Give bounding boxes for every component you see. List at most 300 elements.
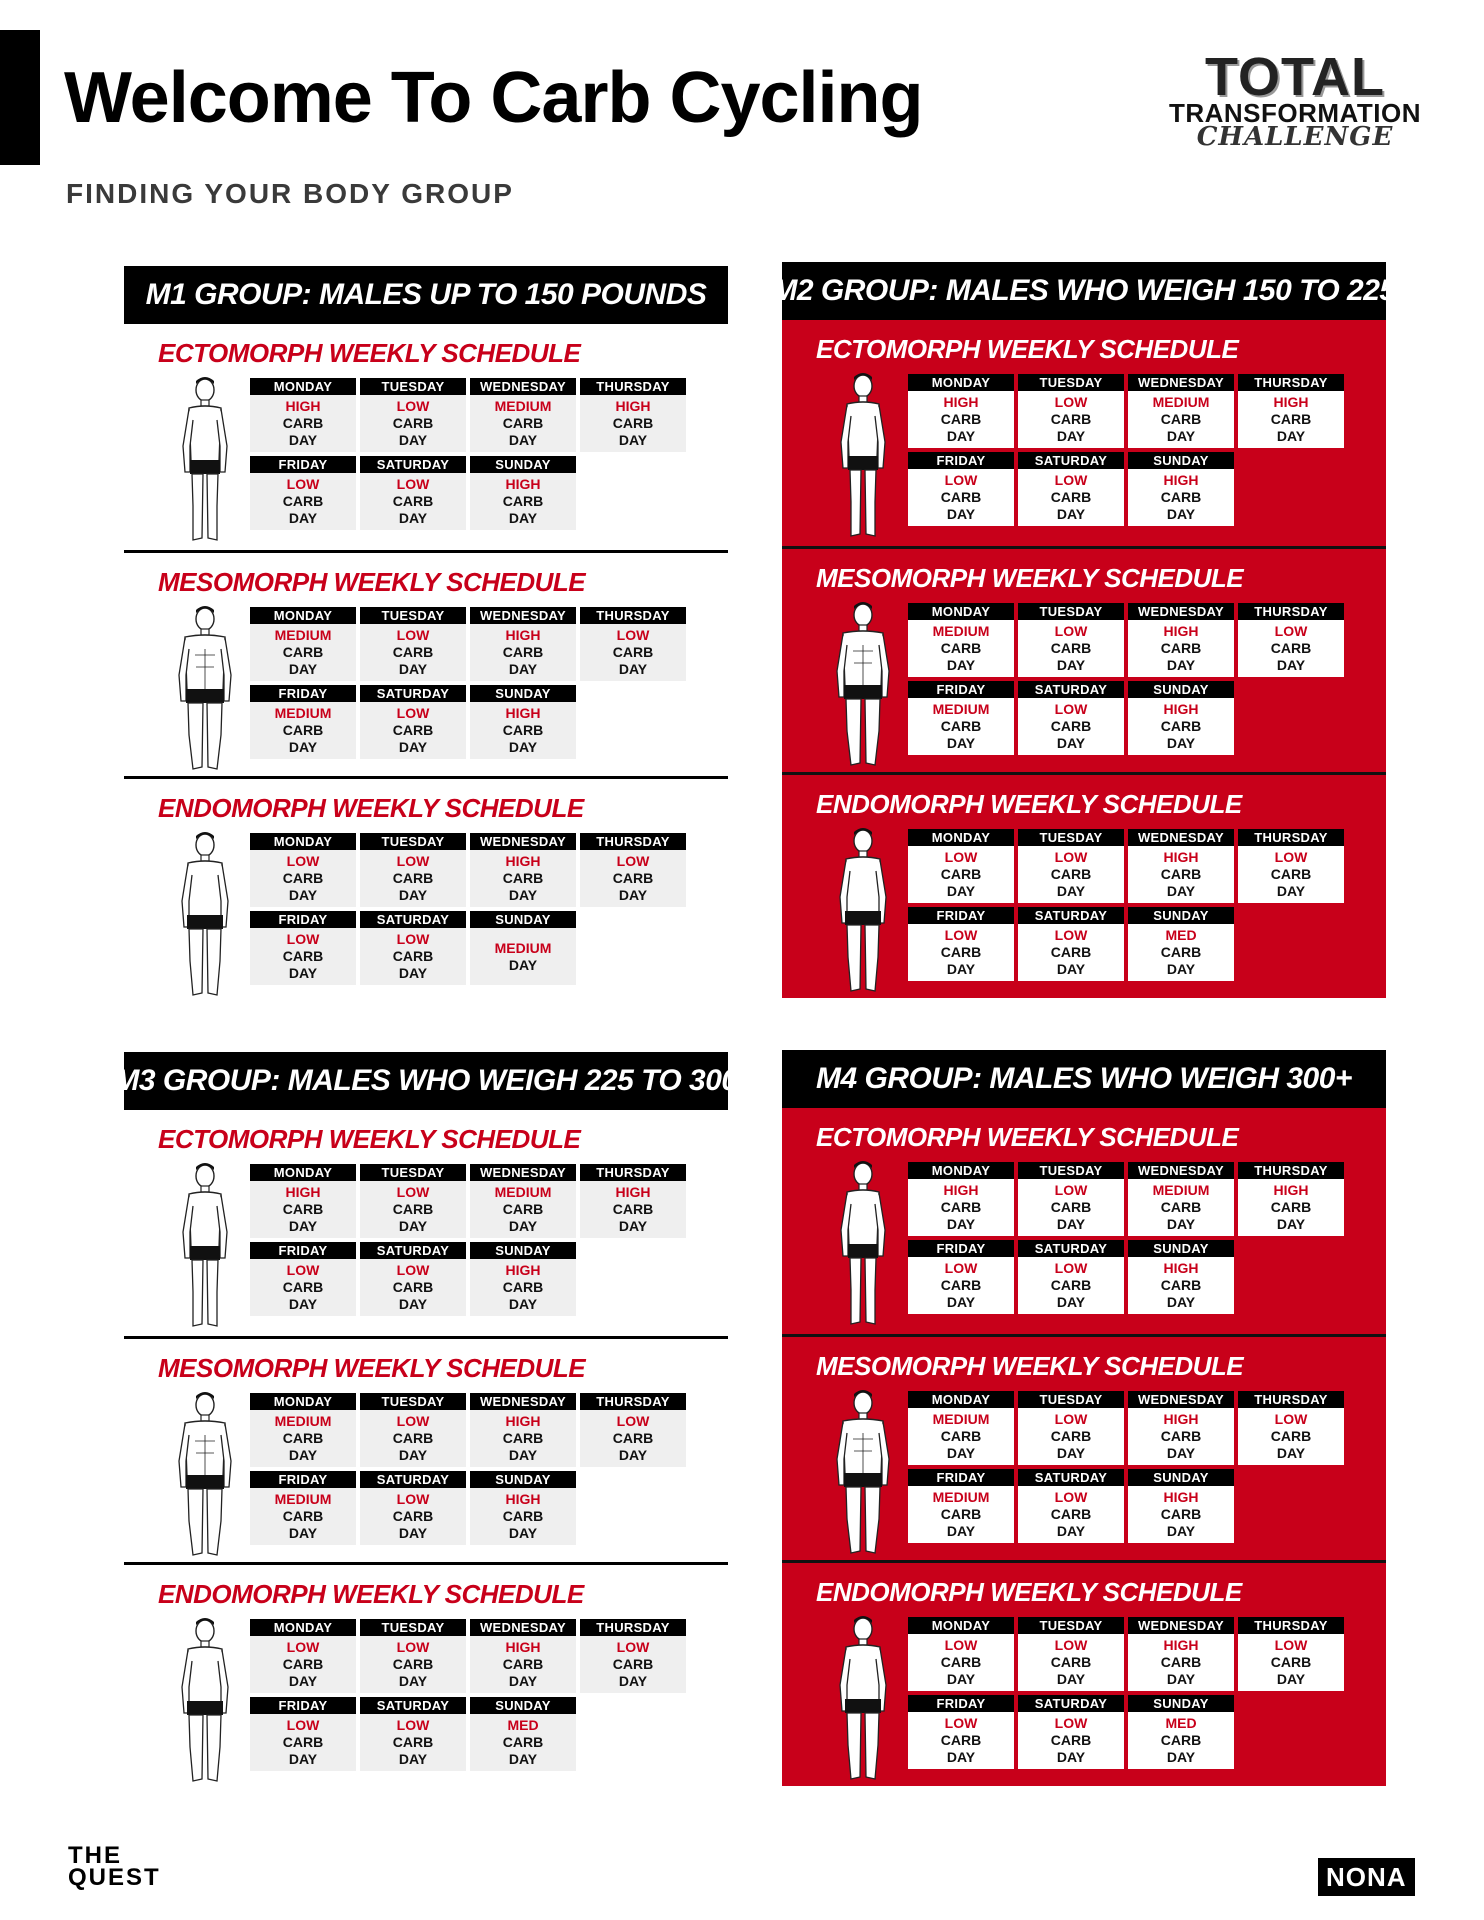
day-word: DAY <box>288 739 318 755</box>
day-body <box>1238 1408 1344 1465</box>
day-name: MONDAY <box>908 1391 1014 1408</box>
carb-word: CARB <box>1160 640 1202 656</box>
day-card-sunday <box>1128 1240 1234 1314</box>
day-body <box>908 698 1014 755</box>
carb-level: LOW <box>396 1184 430 1200</box>
day-body <box>1238 1634 1344 1691</box>
day-card-thursday <box>1238 829 1344 903</box>
schedule-title: ENDOMORPH WEEKLY SCHEDULE <box>816 789 1242 819</box>
day-card-friday <box>250 1242 356 1316</box>
carb-word: CARB <box>502 722 544 738</box>
day-body <box>1238 391 1344 448</box>
carb-word: CARB <box>1160 1199 1202 1215</box>
day-name: FRIDAY <box>908 1469 1014 1486</box>
day-body <box>908 1257 1014 1314</box>
schedule-title: ENDOMORPH WEEKLY SCHEDULE <box>158 793 584 823</box>
day-name: WEDNESDAY <box>1128 1617 1234 1634</box>
carb-word: CARB <box>1160 718 1202 734</box>
day-word: DAY <box>398 1218 428 1234</box>
carb-level: MEDIUM <box>932 1411 990 1427</box>
day-card-sunday <box>470 685 576 759</box>
page-subtitle: FINDING YOUR BODY GROUP <box>66 178 514 209</box>
day-body <box>360 473 466 530</box>
day-word: DAY <box>398 1673 428 1689</box>
day-name: WEDNESDAY <box>1128 603 1234 620</box>
day-name: SUNDAY <box>1128 1469 1234 1486</box>
day-name: SATURDAY <box>1018 1469 1124 1486</box>
day-card-tuesday <box>360 833 466 907</box>
day-word: DAY <box>1166 506 1196 522</box>
day-word: DAY <box>946 1749 976 1765</box>
day-card-saturday <box>360 456 466 530</box>
day-name: MONDAY <box>250 1164 356 1181</box>
day-card-tuesday <box>1018 829 1124 903</box>
carb-level: MEDIUM <box>1152 394 1210 410</box>
carb-level: HIGH <box>1163 1489 1199 1505</box>
day-body <box>250 1259 356 1316</box>
day-word: DAY <box>618 1673 648 1689</box>
day-card-saturday <box>1018 452 1124 526</box>
day-body <box>470 1410 576 1467</box>
carb-word: CARB <box>940 1654 982 1670</box>
carb-level: LOW <box>1054 1637 1088 1653</box>
day-word: DAY <box>398 965 428 981</box>
carb-word: CARB <box>392 1508 434 1524</box>
week-grid <box>908 1617 1344 1769</box>
carb-word: CARB <box>1160 1428 1202 1444</box>
day-card-friday <box>908 1240 1014 1314</box>
carb-word: CARB <box>392 1201 434 1217</box>
carb-word: CARB <box>1270 1428 1312 1444</box>
carb-word: CARB <box>502 1734 544 1750</box>
day-body <box>250 1410 356 1467</box>
day-word: DAY <box>946 1523 976 1539</box>
day-word: DAY <box>288 1751 318 1767</box>
carb-level: MED <box>1165 1715 1197 1731</box>
day-name: SATURDAY <box>360 1242 466 1259</box>
day-body <box>470 1259 576 1316</box>
day-body <box>360 1259 466 1316</box>
day-card-sunday <box>1128 681 1234 755</box>
schedule-section-endomorph <box>124 776 728 1002</box>
carb-level: LOW <box>1054 623 1088 639</box>
day-body <box>1018 391 1124 448</box>
carb-level: LOW <box>396 627 430 643</box>
week-grid <box>250 1619 686 1771</box>
group-panel-m3 <box>114 1052 738 1788</box>
day-word: DAY <box>1056 657 1086 673</box>
day-word: DAY <box>508 956 538 973</box>
day-body <box>470 702 576 759</box>
day-name: SUNDAY <box>470 1697 576 1714</box>
day-card-sunday <box>470 911 576 985</box>
page-title: Welcome To Carb Cycling <box>64 58 923 138</box>
day-name: MONDAY <box>250 378 356 395</box>
day-word: DAY <box>1166 428 1196 444</box>
carb-level: LOW <box>286 853 320 869</box>
day-body <box>1018 1179 1124 1236</box>
day-name: FRIDAY <box>250 1471 356 1488</box>
day-word: DAY <box>1166 735 1196 751</box>
day-body <box>1018 698 1124 755</box>
carb-level: HIGH <box>1163 849 1199 865</box>
day-name: SUNDAY <box>470 1242 576 1259</box>
day-body <box>908 469 1014 526</box>
carb-level: MEDIUM <box>274 1413 332 1429</box>
carb-word: CARB <box>612 870 654 886</box>
day-card-monday <box>908 1391 1014 1465</box>
day-word: DAY <box>1166 1216 1196 1232</box>
carb-word: CARB <box>282 1656 324 1672</box>
carb-word: CARB <box>1270 866 1312 882</box>
day-card-sunday <box>470 1697 576 1771</box>
carb-word: CARB <box>1050 1428 1092 1444</box>
day-name: TUESDAY <box>360 1393 466 1410</box>
day-name: TUESDAY <box>1018 1391 1124 1408</box>
carb-word: CARB <box>1050 1654 1092 1670</box>
day-card-wednesday <box>1128 1391 1234 1465</box>
day-body <box>1128 469 1234 526</box>
day-name: MONDAY <box>908 374 1014 391</box>
day-name: THURSDAY <box>1238 1391 1344 1408</box>
day-card-wednesday <box>470 607 576 681</box>
carb-word: CARB <box>612 1656 654 1672</box>
carb-word: CARB <box>392 1430 434 1446</box>
carb-level: MEDIUM <box>494 398 552 414</box>
carb-word: CARB <box>612 415 654 431</box>
carb-level: LOW <box>1054 1489 1088 1505</box>
carb-level: LOW <box>286 476 320 492</box>
day-body <box>1128 1486 1234 1543</box>
carb-level: LOW <box>944 849 978 865</box>
mesomorph-figure-icon <box>168 1391 242 1561</box>
carb-word: CARB <box>392 722 434 738</box>
day-word: DAY <box>1166 657 1196 673</box>
schedule-title: MESOMORPH WEEKLY SCHEDULE <box>158 1353 586 1383</box>
carb-level: HIGH <box>1163 1411 1199 1427</box>
day-body <box>360 1714 466 1771</box>
day-name: FRIDAY <box>250 911 356 928</box>
day-card-monday <box>250 1164 356 1238</box>
day-word: DAY <box>508 739 538 755</box>
carb-word: CARB <box>940 1428 982 1444</box>
carb-level: LOW <box>1054 1260 1088 1276</box>
day-body <box>250 1488 356 1545</box>
day-name: MONDAY <box>250 607 356 624</box>
carb-word: CARB <box>1050 866 1092 882</box>
schedule-title: ECTOMORPH WEEKLY SCHEDULE <box>158 1124 581 1154</box>
day-body <box>1128 924 1234 981</box>
day-name: WEDNESDAY <box>1128 1162 1234 1179</box>
day-name: SUNDAY <box>1128 452 1234 469</box>
day-word: DAY <box>946 1294 976 1310</box>
day-name: MONDAY <box>250 1393 356 1410</box>
group-title: M1 GROUP: MALES UP TO 150 POUNDS <box>124 266 728 324</box>
day-card-tuesday <box>1018 603 1124 677</box>
day-word: DAY <box>508 1218 538 1234</box>
day-body <box>470 1181 576 1238</box>
carb-level: HIGH <box>285 398 321 414</box>
day-body <box>1128 1179 1234 1236</box>
schedule-title: ENDOMORPH WEEKLY SCHEDULE <box>158 1579 584 1609</box>
carb-level: HIGH <box>1273 1182 1309 1198</box>
carb-level: MEDIUM <box>494 1184 552 1200</box>
day-word: DAY <box>1056 883 1086 899</box>
day-card-wednesday <box>1128 1162 1234 1236</box>
day-card-tuesday <box>360 607 466 681</box>
day-body <box>580 395 686 452</box>
day-name: SUNDAY <box>470 456 576 473</box>
day-word: DAY <box>1276 1445 1306 1461</box>
carb-word: CARB <box>282 1201 324 1217</box>
day-name: TUESDAY <box>1018 1617 1124 1634</box>
schedule-section-ectomorph <box>124 324 728 550</box>
day-word: DAY <box>508 510 538 526</box>
day-card-friday <box>250 685 356 759</box>
day-name: WEDNESDAY <box>1128 829 1234 846</box>
day-word: DAY <box>1056 1749 1086 1765</box>
carb-word: CARB <box>940 866 982 882</box>
day-name: SUNDAY <box>470 911 576 928</box>
carb-level: LOW <box>1054 394 1088 410</box>
carb-level: MEDIUM <box>274 627 332 643</box>
carb-level: HIGH <box>1163 1637 1199 1653</box>
carb-word: CARB <box>1050 411 1092 427</box>
carb-level: LOW <box>396 476 430 492</box>
day-word: DAY <box>1056 506 1086 522</box>
day-name: MONDAY <box>908 829 1014 846</box>
schedule-section-endomorph <box>782 1560 1386 1786</box>
day-body <box>250 928 356 985</box>
day-body <box>360 850 466 907</box>
day-body <box>1018 1634 1124 1691</box>
day-card-saturday <box>1018 1240 1124 1314</box>
endomorph-figure-icon <box>826 827 900 997</box>
week-grid <box>908 374 1344 526</box>
day-name: FRIDAY <box>908 907 1014 924</box>
carb-level: HIGH <box>615 398 651 414</box>
day-word: DAY <box>1276 1216 1306 1232</box>
day-word: DAY <box>508 1525 538 1541</box>
carb-word: CARB <box>1160 1732 1202 1748</box>
day-card-wednesday <box>1128 1617 1234 1691</box>
day-body <box>250 624 356 681</box>
carb-word: CARB <box>392 948 434 964</box>
carb-level: LOW <box>396 1717 430 1733</box>
day-name: THURSDAY <box>580 607 686 624</box>
carb-word: CARB <box>1160 489 1202 505</box>
day-card-tuesday <box>1018 374 1124 448</box>
day-card-friday <box>250 1697 356 1771</box>
day-card-monday <box>250 1393 356 1467</box>
day-word: DAY <box>288 1673 318 1689</box>
carb-word: CARB <box>1270 1199 1312 1215</box>
day-card-thursday <box>1238 374 1344 448</box>
logo-line-total: TOTAL <box>1205 47 1385 107</box>
carb-level: HIGH <box>943 394 979 410</box>
carb-word: CARB <box>612 1430 654 1446</box>
day-body <box>1128 846 1234 903</box>
day-card-wednesday <box>1128 829 1234 903</box>
carb-word: CARB <box>1050 718 1092 734</box>
day-card-friday <box>908 681 1014 755</box>
carb-word: CARB <box>502 1508 544 1524</box>
carb-level: LOW <box>944 1715 978 1731</box>
day-word: DAY <box>1276 657 1306 673</box>
day-word: DAY <box>508 1673 538 1689</box>
carb-word: CARB <box>282 722 324 738</box>
carb-level: MEDIUM <box>932 1489 990 1505</box>
day-word: DAY <box>398 432 428 448</box>
day-name: FRIDAY <box>908 452 1014 469</box>
carb-level: LOW <box>396 1262 430 1278</box>
carb-word: CARB <box>392 870 434 886</box>
carb-level: LOW <box>286 931 320 947</box>
week-grid <box>908 829 1344 981</box>
carb-level: HIGH <box>505 1413 541 1429</box>
day-body <box>1018 1408 1124 1465</box>
day-card-tuesday <box>360 378 466 452</box>
carb-level: HIGH <box>505 1491 541 1507</box>
carb-word: CARB <box>1270 1654 1312 1670</box>
day-body <box>1018 924 1124 981</box>
day-card-thursday <box>1238 603 1344 677</box>
day-name: WEDNESDAY <box>470 1619 576 1636</box>
day-word: DAY <box>1056 428 1086 444</box>
carb-level: LOW <box>396 1639 430 1655</box>
group-title: M3 GROUP: MALES WHO WEIGH 225 TO 300 <box>124 1052 728 1110</box>
day-word: DAY <box>508 661 538 677</box>
day-card-sunday <box>1128 1469 1234 1543</box>
schedule-section-mesomorph <box>782 546 1386 772</box>
day-body <box>250 1636 356 1693</box>
day-body <box>1128 1712 1234 1769</box>
day-body <box>1018 469 1124 526</box>
day-word: DAY <box>618 432 648 448</box>
carb-word: CARB <box>1050 640 1092 656</box>
day-body <box>360 702 466 759</box>
day-word: DAY <box>946 883 976 899</box>
day-name: THURSDAY <box>580 1393 686 1410</box>
day-name: SUNDAY <box>1128 681 1234 698</box>
schedule-section-ectomorph <box>782 1108 1386 1334</box>
schedule-title: MESOMORPH WEEKLY SCHEDULE <box>816 563 1244 593</box>
carb-word: CARB <box>940 411 982 427</box>
carb-word: CARB <box>282 1734 324 1750</box>
mesomorph-figure-icon <box>826 1389 900 1559</box>
carb-level: LOW <box>1054 849 1088 865</box>
day-word: DAY <box>946 1671 976 1687</box>
day-name: SATURDAY <box>360 456 466 473</box>
carb-level: LOW <box>286 1262 320 1278</box>
carb-level: MEDIUM <box>494 939 552 956</box>
carb-word: CARB <box>502 870 544 886</box>
carb-level: MEDIUM <box>274 1491 332 1507</box>
carb-level: HIGH <box>505 1262 541 1278</box>
day-card-wednesday <box>1128 603 1234 677</box>
carb-level: MEDIUM <box>1152 1182 1210 1198</box>
day-word: DAY <box>1166 1445 1196 1461</box>
day-card-sunday <box>470 456 576 530</box>
day-word: DAY <box>288 1296 318 1312</box>
carb-level: HIGH <box>505 705 541 721</box>
carb-word: CARB <box>392 1279 434 1295</box>
carb-level: LOW <box>396 705 430 721</box>
ectomorph-figure-icon <box>168 376 242 546</box>
carb-word: CARB <box>940 1199 982 1215</box>
schedule-section-ectomorph <box>124 1110 728 1336</box>
day-word: DAY <box>946 657 976 673</box>
day-body <box>908 391 1014 448</box>
group-title: M4 GROUP: MALES WHO WEIGH 300+ <box>782 1050 1386 1108</box>
day-name: TUESDAY <box>360 1164 466 1181</box>
day-word: DAY <box>288 432 318 448</box>
day-name: THURSDAY <box>580 1619 686 1636</box>
day-body <box>908 1179 1014 1236</box>
day-body <box>580 1410 686 1467</box>
day-card-wednesday <box>470 1164 576 1238</box>
day-word: DAY <box>1166 883 1196 899</box>
day-card-monday <box>250 607 356 681</box>
day-word: DAY <box>508 432 538 448</box>
day-body <box>908 620 1014 677</box>
day-name: FRIDAY <box>250 685 356 702</box>
day-word: DAY <box>508 1447 538 1463</box>
week-grid <box>908 1391 1344 1543</box>
day-name: WEDNESDAY <box>470 1164 576 1181</box>
day-body <box>580 1181 686 1238</box>
day-body <box>1128 698 1234 755</box>
day-body <box>470 850 576 907</box>
day-word: DAY <box>946 1216 976 1232</box>
carb-word: CARB <box>940 640 982 656</box>
day-body <box>908 1408 1014 1465</box>
carb-word: CARB <box>502 415 544 431</box>
ectomorph-figure-icon <box>168 1162 242 1332</box>
carb-level: LOW <box>1054 927 1088 943</box>
day-name: SUNDAY <box>470 685 576 702</box>
day-card-saturday <box>1018 681 1124 755</box>
carb-word: CARB <box>1160 866 1202 882</box>
day-body <box>1128 1408 1234 1465</box>
carb-level: HIGH <box>943 1182 979 1198</box>
carb-level: LOW <box>1054 1182 1088 1198</box>
carb-word: CARB <box>1050 944 1092 960</box>
carb-level: LOW <box>396 1491 430 1507</box>
day-card-saturday <box>360 1242 466 1316</box>
schedule-title: MESOMORPH WEEKLY SCHEDULE <box>816 1351 1244 1381</box>
day-body <box>360 1636 466 1693</box>
day-name: TUESDAY <box>1018 829 1124 846</box>
day-word: DAY <box>618 661 648 677</box>
day-card-monday <box>908 374 1014 448</box>
carb-word: CARB <box>1050 1277 1092 1293</box>
day-body <box>250 395 356 452</box>
carb-word: CARB <box>1270 640 1312 656</box>
mesomorph-figure-icon <box>168 605 242 775</box>
day-card-saturday <box>360 1471 466 1545</box>
day-body <box>470 624 576 681</box>
day-name: THURSDAY <box>580 378 686 395</box>
day-word: DAY <box>1056 961 1086 977</box>
nona-logo: NONA <box>1318 1858 1415 1896</box>
day-word: DAY <box>946 961 976 977</box>
day-word: DAY <box>288 661 318 677</box>
carb-word: CARB <box>1160 1654 1202 1670</box>
day-body <box>250 473 356 530</box>
day-name: SATURDAY <box>360 1697 466 1714</box>
carb-word: CARB <box>502 1279 544 1295</box>
